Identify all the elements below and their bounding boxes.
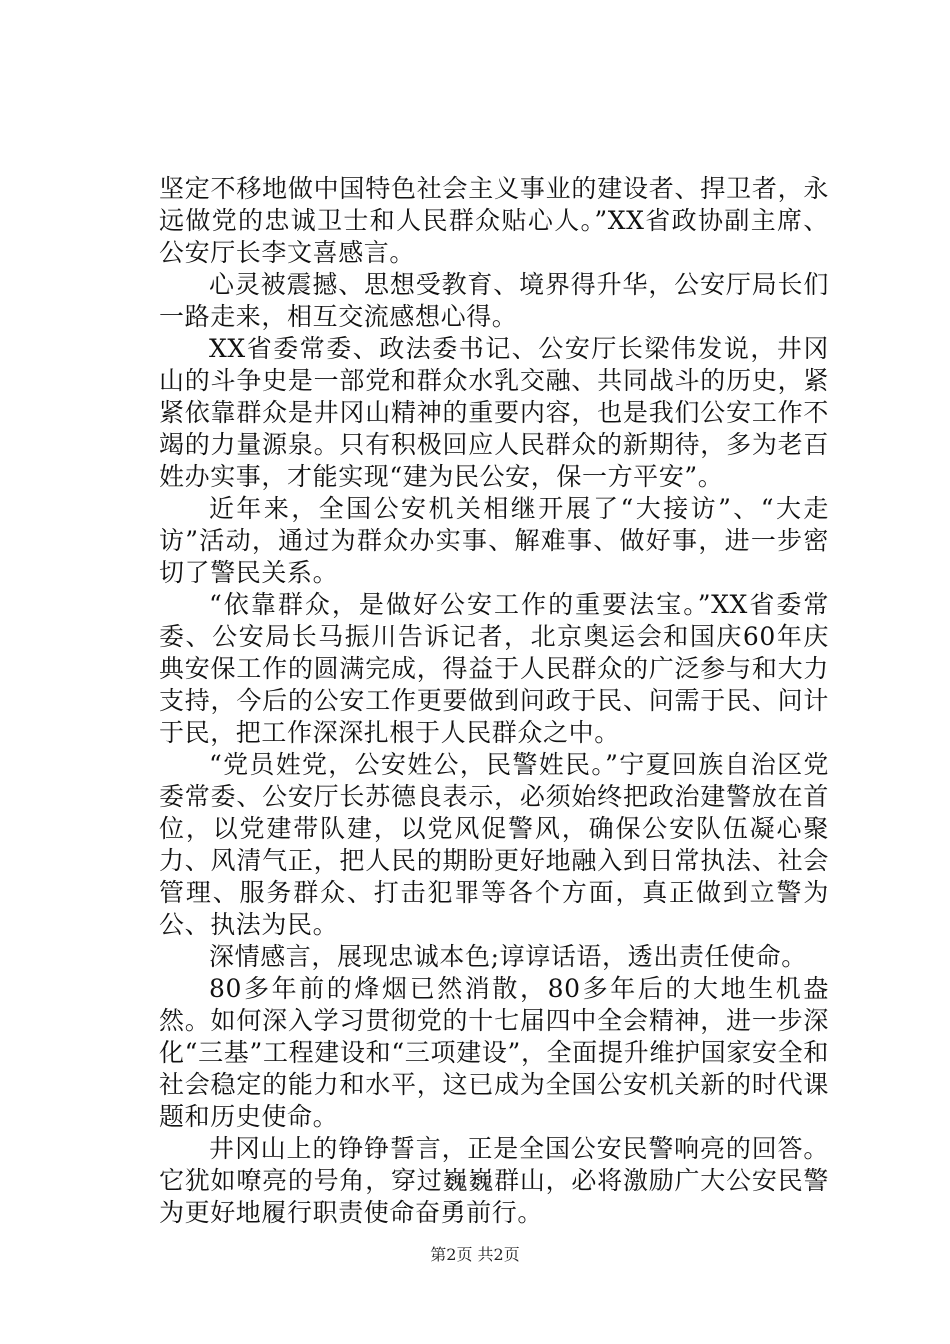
paragraph-9: 井冈山上的铮铮誓言，正是全国公安民警响亮的回答。它犹如嘹亮的号角，穿过巍巍群山，必将激励广大公安民警为更好地履行职责使命奋勇前行。 bbox=[159, 1134, 829, 1227]
paragraph-5: “依靠群众，是做好公安工作的重要法宝。”XX省委常委、公安局长马振川告诉记者，北京奥运会和国庆60年庆典安保工作的圆满完成，得益于人民群众的广泛参与和大力支持，今后的公安工作更要做到问政于民、问需于民、问计于民，把工作深深扎根于人民群众之中。 bbox=[159, 590, 829, 747]
paragraph-4: 近年来，全国公安机关相继开展了“大接访”、“大走访”活动，通过为群众办实事、解难事、做好事，进一步密切了警民关系。 bbox=[159, 494, 829, 587]
paragraph-7: 深情感言，展现忠诚本色;谆谆话语，透出责任使命。 bbox=[209, 942, 807, 971]
paragraph-2: 心灵被震撼、思想受教育、境界得升华，公安厅局长们一路走来，相互交流感想心得。 bbox=[159, 270, 829, 331]
article-body bbox=[159, 173, 829, 1229]
paragraph-1: 坚定不移地做中国特色社会主义事业的建设者、捍卫者，永远做党的忠诚卫士和人民群众贴心人。”XX省政协副主席、公安厅长李文喜感言。 bbox=[159, 174, 829, 267]
paragraph-3: XX省委常委、政法委书记、公安厅长梁伟发说，井冈山的斗争史是一部党和群众水乳交融、共同战斗的历史，紧紧依靠群众是井冈山精神的重要内容，也是我们公安工作不竭的力量源泉。只有积极回应人民群众的新期待，多为老百姓办实事，才能实现“建为民公安，保一方平安”。 bbox=[159, 334, 829, 491]
page-number-indicator: 第2页 共2页 bbox=[430, 1245, 520, 1264]
page-footer bbox=[0, 1245, 950, 1265]
paragraph-6: “党员姓党，公安姓公，民警姓民。”宁夏回族自治区党委常委、公安厅长苏德良表示，必须始终把政治建警放在首位，以党建带队建，以党风促警风，确保公安队伍凝心聚力、风清气正，把人民的期盼更好地融入到日常执法、社会管理、服务群众、打击犯罪等各个方面，真正做到立警为公、执法为民。 bbox=[159, 750, 829, 939]
paragraph-8: 80多年前的烽烟已然消散，80多年后的大地生机盎然。如何深入学习贯彻党的十七届四中全会精神，进一步深化“三基”工程建设和“三项建设”，全面提升维护国家安全和社会稳定的能力和水平，这已成为全国公安机关新的时代课题和历史使命。 bbox=[159, 974, 829, 1131]
